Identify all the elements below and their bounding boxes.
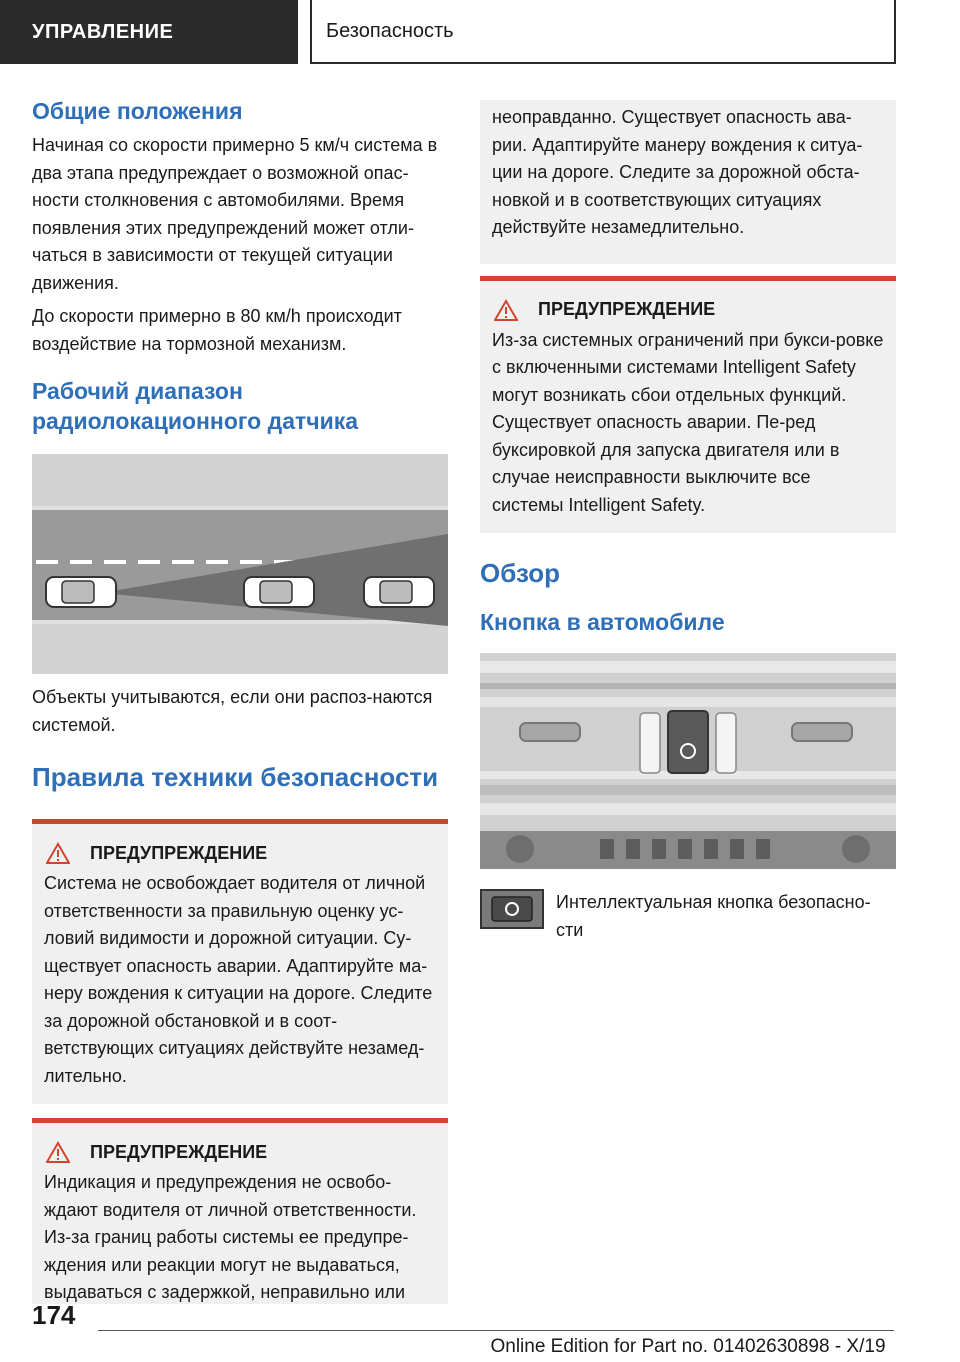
safety-button-icon — [480, 889, 544, 929]
warning-box-1 — [32, 819, 448, 1104]
page-number: 174 — [32, 1300, 76, 1330]
warning-text-2-continued: неоправданно. Существует опасность ава-рии. Адаптируйте манеру вождения к ситуа-ции на дороге. Следите за дорожной обста-новкой и в соответствующих ситуациях действуйте незамедлительно. — [492, 107, 863, 237]
warning-title-3: ПРЕДУПРЕЖДЕНИЕ — [538, 299, 716, 319]
general-paragraph-1: Начиная со скорости примерно 5 км/ч система в два этапа предупреждает о возможной опас-ности столкновения с автомобилями. Время появления этих предупреждений может отли-чаться в зависимости от текущей ситуации движения. — [32, 135, 438, 293]
header-section-tab — [0, 0, 298, 64]
header-section: УПРАВЛЕНИЕ — [32, 20, 174, 43]
header-chapter: Безопасность — [326, 19, 454, 42]
radar-caption: Объекты учитываются, если они распоз-наются системой. — [32, 687, 433, 735]
warning-triangle-icon — [494, 299, 518, 321]
warning-text-1: Система не освобождает водителя от личной ответственности за правильную оценку ус-ловий видимости и дорожной ситуации. Су-ществует опасность аварии. Адаптируйте ма-неру вождения к ситуации на дороге. Следите за дорожной обстановкой и в соот-ветствующих ситуациях действуйте незамед-лительно. — [44, 873, 433, 1086]
warning-text-2: Индикация и предупреждения не освобо-ждают водителя от личной ответственности. Из-за границ работы системы ее предупре-ждения или реакции могут не выдаваться, выдаваться с задержкой, неправильно или — [44, 1172, 417, 1302]
warning-triangle-icon — [46, 1141, 70, 1163]
radar-diagram — [32, 454, 448, 674]
footer-edition: Online Edition for Part no. 01402630898 - X/19 — [490, 1336, 886, 1357]
warning-title-2: ПРЕДУПРЕЖДЕНИЕ — [90, 1141, 268, 1162]
car-2 — [244, 577, 314, 607]
button-title: Кнопка в автомобиле — [480, 609, 725, 635]
right-column — [480, 100, 896, 944]
dashboard-button-photo — [480, 653, 896, 869]
safety-button — [668, 711, 708, 773]
radar-range-illustration — [32, 454, 448, 674]
dashboard-illustration — [480, 653, 896, 869]
car-3 — [364, 577, 434, 607]
footer-divider — [98, 1330, 894, 1331]
general-paragraph-2: До скорости примерно в 80 км/h происходит воздействие на тормозной механизм. — [32, 306, 402, 354]
warning-title-1: ПРЕДУПРЕЖДЕНИЕ — [90, 842, 268, 863]
overview-title: Обзор — [480, 558, 560, 588]
warning-box-3 — [480, 276, 896, 534]
general-title: Общие положения — [32, 98, 243, 124]
warning-box-2-continued — [480, 100, 896, 264]
button-legend — [480, 889, 896, 944]
left-column — [32, 96, 448, 1304]
warning-box-2 — [32, 1118, 448, 1304]
warning-triangle-icon — [46, 842, 70, 864]
warning-text-3: Из-за системных ограничений при букси-ровке с включенными системами Intelligent Safety могут возникать сбои отдельных функций. Существует опасность аварии. Пе-ред буксировкой для запуска двигателя или в случае неисправности выключите все системы Intelligent Safety. — [492, 329, 884, 515]
rules-title: Правила техники безопасности — [32, 762, 439, 792]
button-caption: Интеллектуальная кнопка безопасно-сти — [556, 892, 871, 940]
car-1 — [46, 577, 116, 607]
radar-title: Рабочий диапазон радиолокационного датчика — [32, 378, 359, 434]
header-chapter-tab — [310, 0, 896, 64]
